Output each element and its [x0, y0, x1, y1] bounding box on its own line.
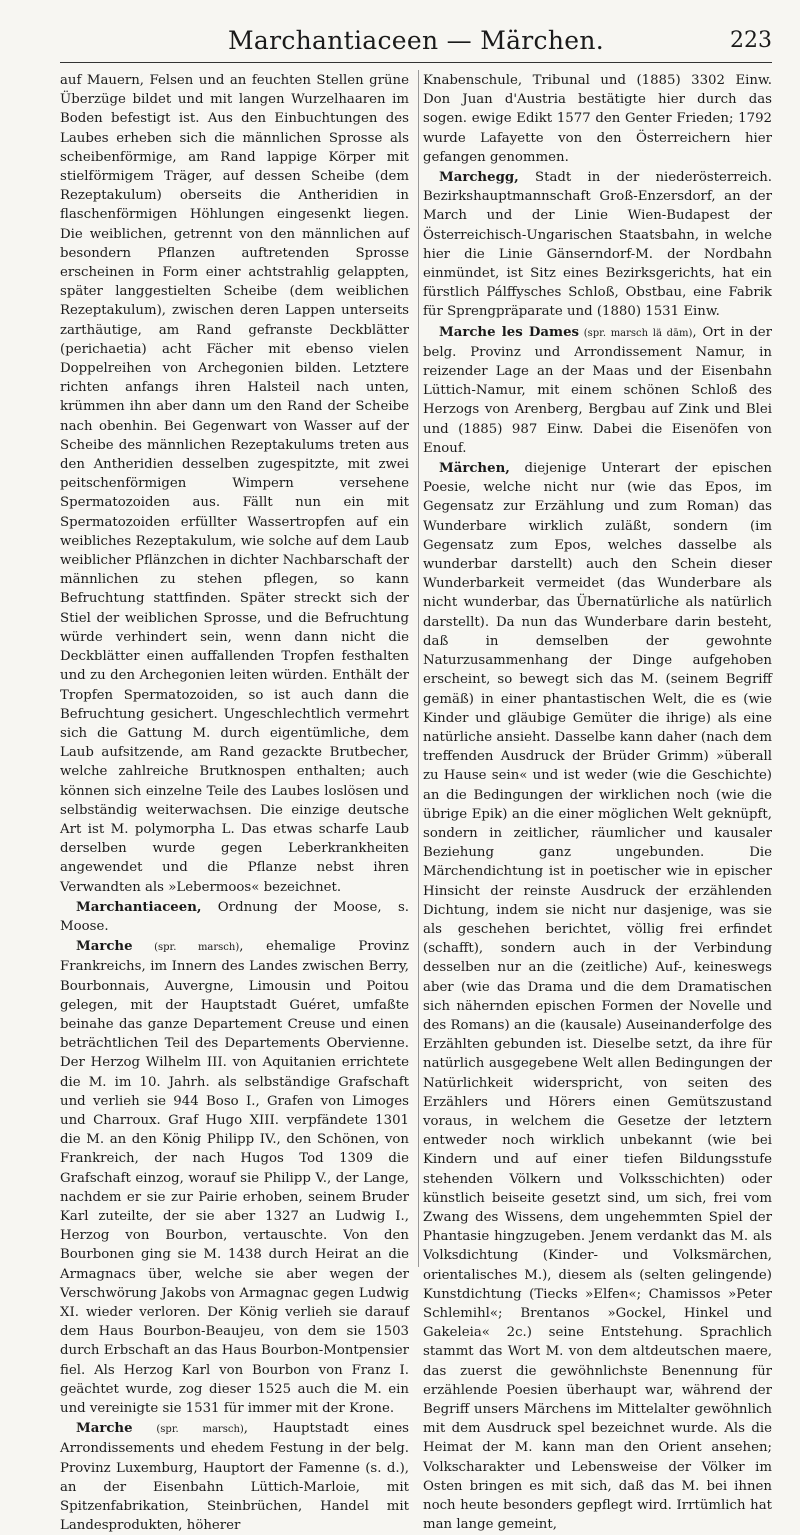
entry-marchegg [423, 168, 772, 322]
entry-text: diejenige Unterart der epischen Poesie, welche nicht nur (wie das Epos, im Gegensatz zur Erzählung und zum Roman) das Wunderbare wirklich zuläßt, sondern (im Gegensatz zum Epos, welches dasselbe als wunderbar darstellt) auch den Schein dieser Wunderbarkeit vermeidet (das Wunderbare als nicht wunderbar, das Übernatürliche als natürlich darstellt). Da nun das Wunderbare darin besteht, daß in demselben der gewohnte Naturzusammenhang der Dinge aufgehoben erscheint, so bewegt sich das M. (seinem Begriff gemäß) in einer phantastischen Welt, die es (wie Kinder und gläubige Gemüter die ihrige) als eine natürliche ansieht. Dasselbe kann daher (nach dem treffenden Ausdruck der Brüder Grimm) »überall zu Hause sein« und ist weder (wie die Geschichte) an die Bedingungen der wirklichen noch (wie die übrige Epik) an die einer möglichen Welt geknüpft, sondern in zeitlicher, räumlicher und kausaler Beziehung ganz ungebunden. Die Märchendichtung ist in poetischer wie in epischer Hinsicht der reinste Ausdruck der erzählenden Dichtung, indem sie nicht nur dasjenige, was sie als geschehen berichtet, völlig frei erfindet (schafft), sondern auch in der Verbindung desselben nur an die (zeitliche) Auf-, keineswegs aber (wie das Drama und die dem Dramatischen sich nähernden epischen Formen der Novelle und des Romans) an die (kausale) Auseinanderfolge des Erzählten gebunden ist. Dieselbe setzt, da ihre für natürlich ausgegebene Welt allen Bedingungen der Natürlichkeit widerspricht, von seiten des Erzählers und Hörers einen Gemütszustand voraus, in welchem die Gesetze der letztern entweder noch wirklich unbekannt (wie bei Kindern und auf einer tiefen Bildungsstufe stehenden Völkern und Volksschichten) oder künstlich beiseite gesetzt sind, um sich, frei vom Zwang des Wissens, dem ungehemmten Spiel der Phantasie hingzugeben. Jenem verdankt das M. als Volksdichtung (Kinder- und Volksmärchen, orientalisches M.), diesem als (selten gelingende) Kunstdichtung (Tiecks »Elfen«; Chamissos »Peter Schlemihl«; Brentanos »Gockel, Hinkel und Gakeleia« 2c.) seine Entstehung. Sprachlich stammt das Wort M. von dem altdeutschen maere, das zuerst die gewöhnlichste Benennung für erzählende Poesien überhaupt war, während der Begriff unsers Märchens im Mittelalter gewöhnlich mit dem Ausdruck spel bezeichnet wurde. Als die Heimat der M. kann man den Orient ansehen; Volkscharakter und Lebensweise der Völker im Osten bringen es mit sich, daß das M. bei ihnen noch heute besonders gepflegt wird. Irrtümlich hat man lange gemeint, [423, 461, 772, 1533]
left-column [60, 71, 409, 1535]
pronunciation: (spr. marsch) [132, 942, 240, 954]
text-columns [60, 71, 772, 1535]
continued-paragraph: auf Mauern, Felsen und an feuchten Stellen grüne Überzüge bildet und mit langen Wurzelhaaren im Boden befestigt ist. Aus den Einbuchtungen des Laubes erheben sich die männlichen Sprosse als scheibenförmige, am Rand lappige Körper mit stielförmigem Träger, auf dessen Scheibe (dem Rezeptakulum) oberseits die Antheridien in flaschenförmigen Höhlungen eingesenkt liegen. Die weiblichen, getrennt von den männlichen auf besondern Pflanzen auftretenden Sprosse erscheinen in Form einer achtstrahlig gelappten, später langgestielten Scheibe (dem weiblichen Rezeptakulum), zwischen deren Lappen unterseits zarthäutige, am Rand gefranste Deckblätter (perichaetia) acht Fächer mit ebenso vielen Doppelreihen von Archegonien bilden. Letztere richten anfangs ihren Halsteil nach unten, krümmen ihn aber dann um den Rand der Scheibe nach obenhin. Bei Gegenwart von Wasser auf der Scheibe des männlichen Rezeptakulums treten aus den Antheridien desselben zugespitzte, mit zwei peitschenförmigen Wimpern versehene Spermatozoiden aus. Fällt nun ein mit Spermatozoiden erfüllter Wassertropfen auf ein weibliches Rezeptakulum, wie solche auf dem Laub weiblicher Pflänzchen in dichter Nachbarschaft der männlichen zu stehen pflegen, so kann Befruchtung stattfinden. Später streckt sich der Stiel der weiblichen Sprosse, und die Befruchtung würde verhindert sein, wenn dann nicht die Deckblätter einen auffallenden Tropfen festhalten und zu den Archegonien leiten würden. Enthält der Tropfen Spermatozoiden, so ist auch dann die Befruchtung gesichert. Ungeschlechtlich vermehrt sich die Gattung M. durch eigentümliche, dem Laub aufsitzende, am Rand gezackte Brutbecher, welche zahlreiche Brutknospen enthalten; auch können sich einzelne Teile des Laubes loslösen und selbständig weiterwachsen. Die einzige deutsche Art ist M. polymorpha L. Das etwas scharfe Laub derselben wurde gegen Leberkrankheiten angewendet und die Pflanze nebst ihren Verwandten als »Lebermoos« bezeichnet. [60, 73, 409, 895]
entry-headword: Marche [76, 939, 133, 955]
pronunciation: (spr. marsch lä dām) [579, 327, 693, 339]
page-number: 223 [730, 28, 772, 53]
entry-text: Stadt in der niederösterreich. Bezirkshauptmannschaft Groß-Enzersdorf, an der March und der Linie Wien-Budapest der Österreichisch-Ungarischen Staatsbahn, in welche hier die Linie Gänserndorf-M. der Nordbahn einmündet, ist Sitz eines Bezirksgerichts, hat ein fürstlich Pálffysches Schloß, Obstbau, eine Fabrik für Sprengpräparate und (1880) 1531 Einw. [423, 170, 772, 320]
entry-headword: Marchantiaceen, [76, 899, 202, 915]
page-header [60, 22, 772, 63]
entry-headword: Marchegg, [439, 170, 519, 186]
entry-marche-province [60, 937, 409, 1418]
entry-text: , Hauptstadt eines Arrondissements und ehedem Festung in der belg. Provinz Luxemburg, Hauptort der Famenne (s. d.), an der Eisenbahn Lüttich-Marloie, mit Spitzenfabrikation, Steinbrüchen, Handel mit Landesprodukten, höherer [60, 1421, 410, 1534]
entry-text: Ordnung der Moose, s. Moose. [60, 899, 409, 934]
column-divider [418, 70, 419, 1267]
running-head: Marchantiaceen — Märchen. [228, 26, 604, 55]
entry-text: , Ort in der belg. Provinz und Arrondissement Namur, in reizender Lage an der Maas und der Eisenbahn Lüttich-Namur, mit einem schönen Schloß des Herzogs von Arenberg, Bergbau auf Zink und Blei und (1885) 987 Einw. Dabei die Eisenöfen von Enouf. [423, 324, 772, 456]
entry-marche-les-dames [423, 323, 772, 458]
entry-maerchen [423, 459, 772, 1534]
entry-marche-city [60, 1419, 409, 1535]
pronunciation: (spr. marsch) [132, 1424, 244, 1436]
entry-marchantiaceen [60, 898, 409, 936]
entry-text: , ehemalige Provinz Frankreichs, im Innern des Landes zwischen Berry, Bourbonnais, Auvergne, Limousin und Poitou gelegen, mit der Hauptstadt Guéret, umfaßte beinahe das ganze Departement Creuse und einen beträchtlichen Teil des Departements Obervienne. Der Herzog Wilhelm III. von Aquitanien errichtete die M. im 10. Jahrh. als selbständige Grafschaft und verlieh sie 944 Boso I., Grafen von Limoges und Charroux. Graf Hugo XIII. verpfändete 1301 die M. an den König Philipp IV., den Schönen, von Frankreich, der nach Hugos Tod 1309 die Grafschaft einzog, worauf sie Philipp V., der Lange, nachdem er sie zur Pairie erhoben, seinem Bruder Karl zuteilte, der sie aber 1327 an Ludwig I., Herzog von Bourbon, vertauschte. Von den Bourbonen ging sie M. 1438 durch Heirat an die Armagnacs über, welche sie aber wegen der Verschwörung Jakobs von Armagnac gegen Ludwig XI. wieder verloren. Der König verlieh sie darauf dem Haus Bourbon-Beaujeu, von dem sie 1503 durch Erbschaft an das Haus Bourbon-Montpensier fiel. Als Herzog Karl von Bourbon von Franz I. geächtet wurde, zog dieser 1525 auch die M. ein und vereinigte sie 1531 für immer mit der Krone. [60, 939, 410, 1417]
continued-paragraph: Knabenschule, Tribunal und (1885) 3302 Einw. Don Juan d'Austria bestätigte hier durch das sogen. ewige Edikt 1577 den Genter Frieden; 1792 wurde Lafayette von den Österreichern hier gefangen genommen. [423, 73, 772, 165]
entry-headword: Marche [76, 1421, 133, 1437]
entry-headword: Märchen, [439, 461, 510, 477]
entry-headword: Marche les Dames [439, 324, 580, 340]
right-column [423, 71, 772, 1535]
